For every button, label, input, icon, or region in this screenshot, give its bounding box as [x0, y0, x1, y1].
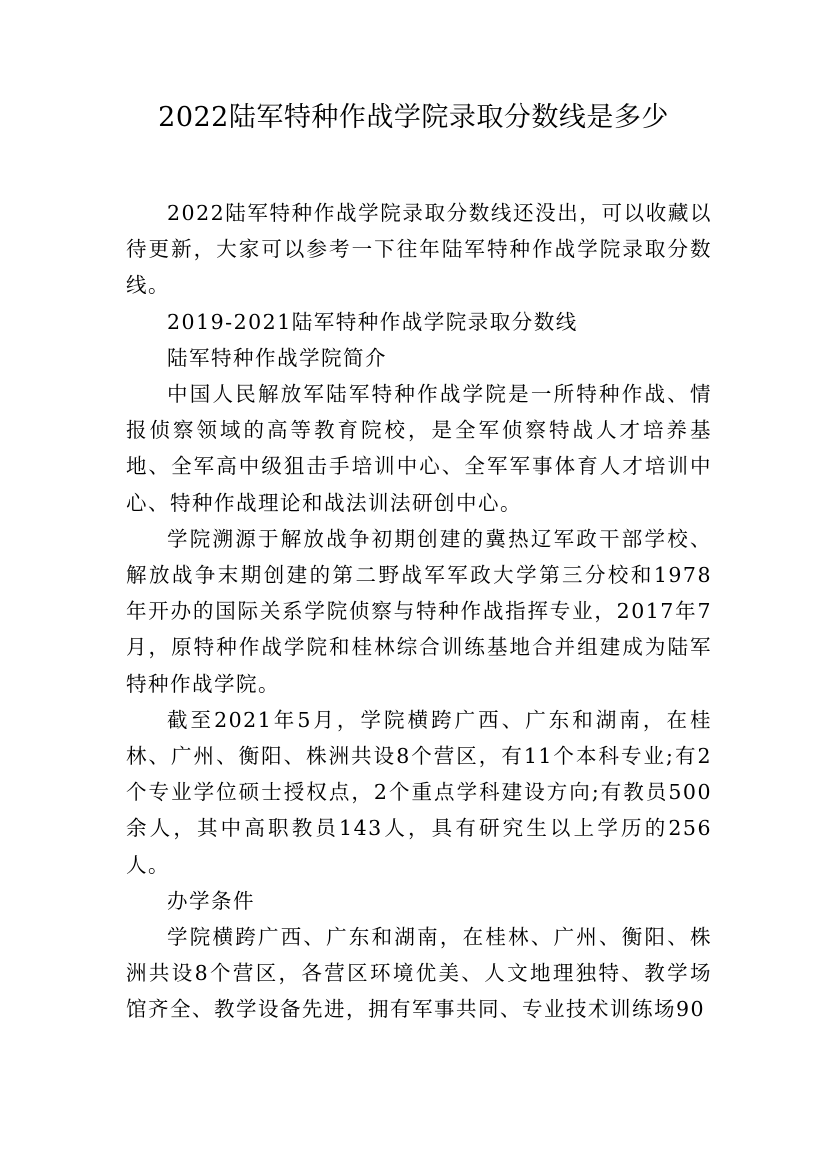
paragraph-conditions-heading: 办学条件 [167, 888, 255, 913]
paragraph-history: 学院溯源于解放战争初期创建的冀热辽军政干部学校、解放战争末期创建的第二野战军军政大学第三分校和1978年开办的国际关系学院侦察与特种作战指挥专业，2017年7月，原特种作战学院和桂林综合训练基地合并组建成为陆军特种作战学院。 [126, 526, 712, 696]
document-title: 2022陆军特种作战学院录取分数线是多少 [158, 102, 669, 133]
paragraph-intro: 2022陆军特种作战学院录取分数线还没出，可以收藏以待更新，大家可以参考一下往年陆军特种作战学院录取分数线。 [126, 201, 712, 298]
paragraph-overview-heading: 陆军特种作战学院简介 [167, 345, 387, 370]
paragraph-overview: 中国人民解放军陆军特种作战学院是一所特种作战、情报侦察领域的高等教育院校，是全军侦察特战人才培养基地、全军高中级狙击手培训中心、全军军事体育人才培训中心、特种作战理论和战法训法研创中心。 [126, 382, 712, 515]
paragraph-conditions: 学院横跨广西、广东和湖南，在桂林、广州、衡阳、株洲共设8个营区，各营区环境优美、人文地理独特、教学场馆齐全、教学设备先进，拥有军事共同、专业技术训练场90 [126, 925, 712, 1022]
document-body [126, 195, 712, 1028]
paragraph-score-heading: 2019-2021陆军特种作战学院录取分数线 [167, 309, 578, 334]
paragraph-stats: 截至2021年5月，学院横跨广西、广东和湖南，在桂林、广州、衡阳、株洲共设8个营区，有11个本科专业;有2个专业学位硕士授权点，2个重点学科建设方向;有教员500余人，其中高职教员143人，具有研究生以上学历的256人。 [126, 707, 712, 877]
